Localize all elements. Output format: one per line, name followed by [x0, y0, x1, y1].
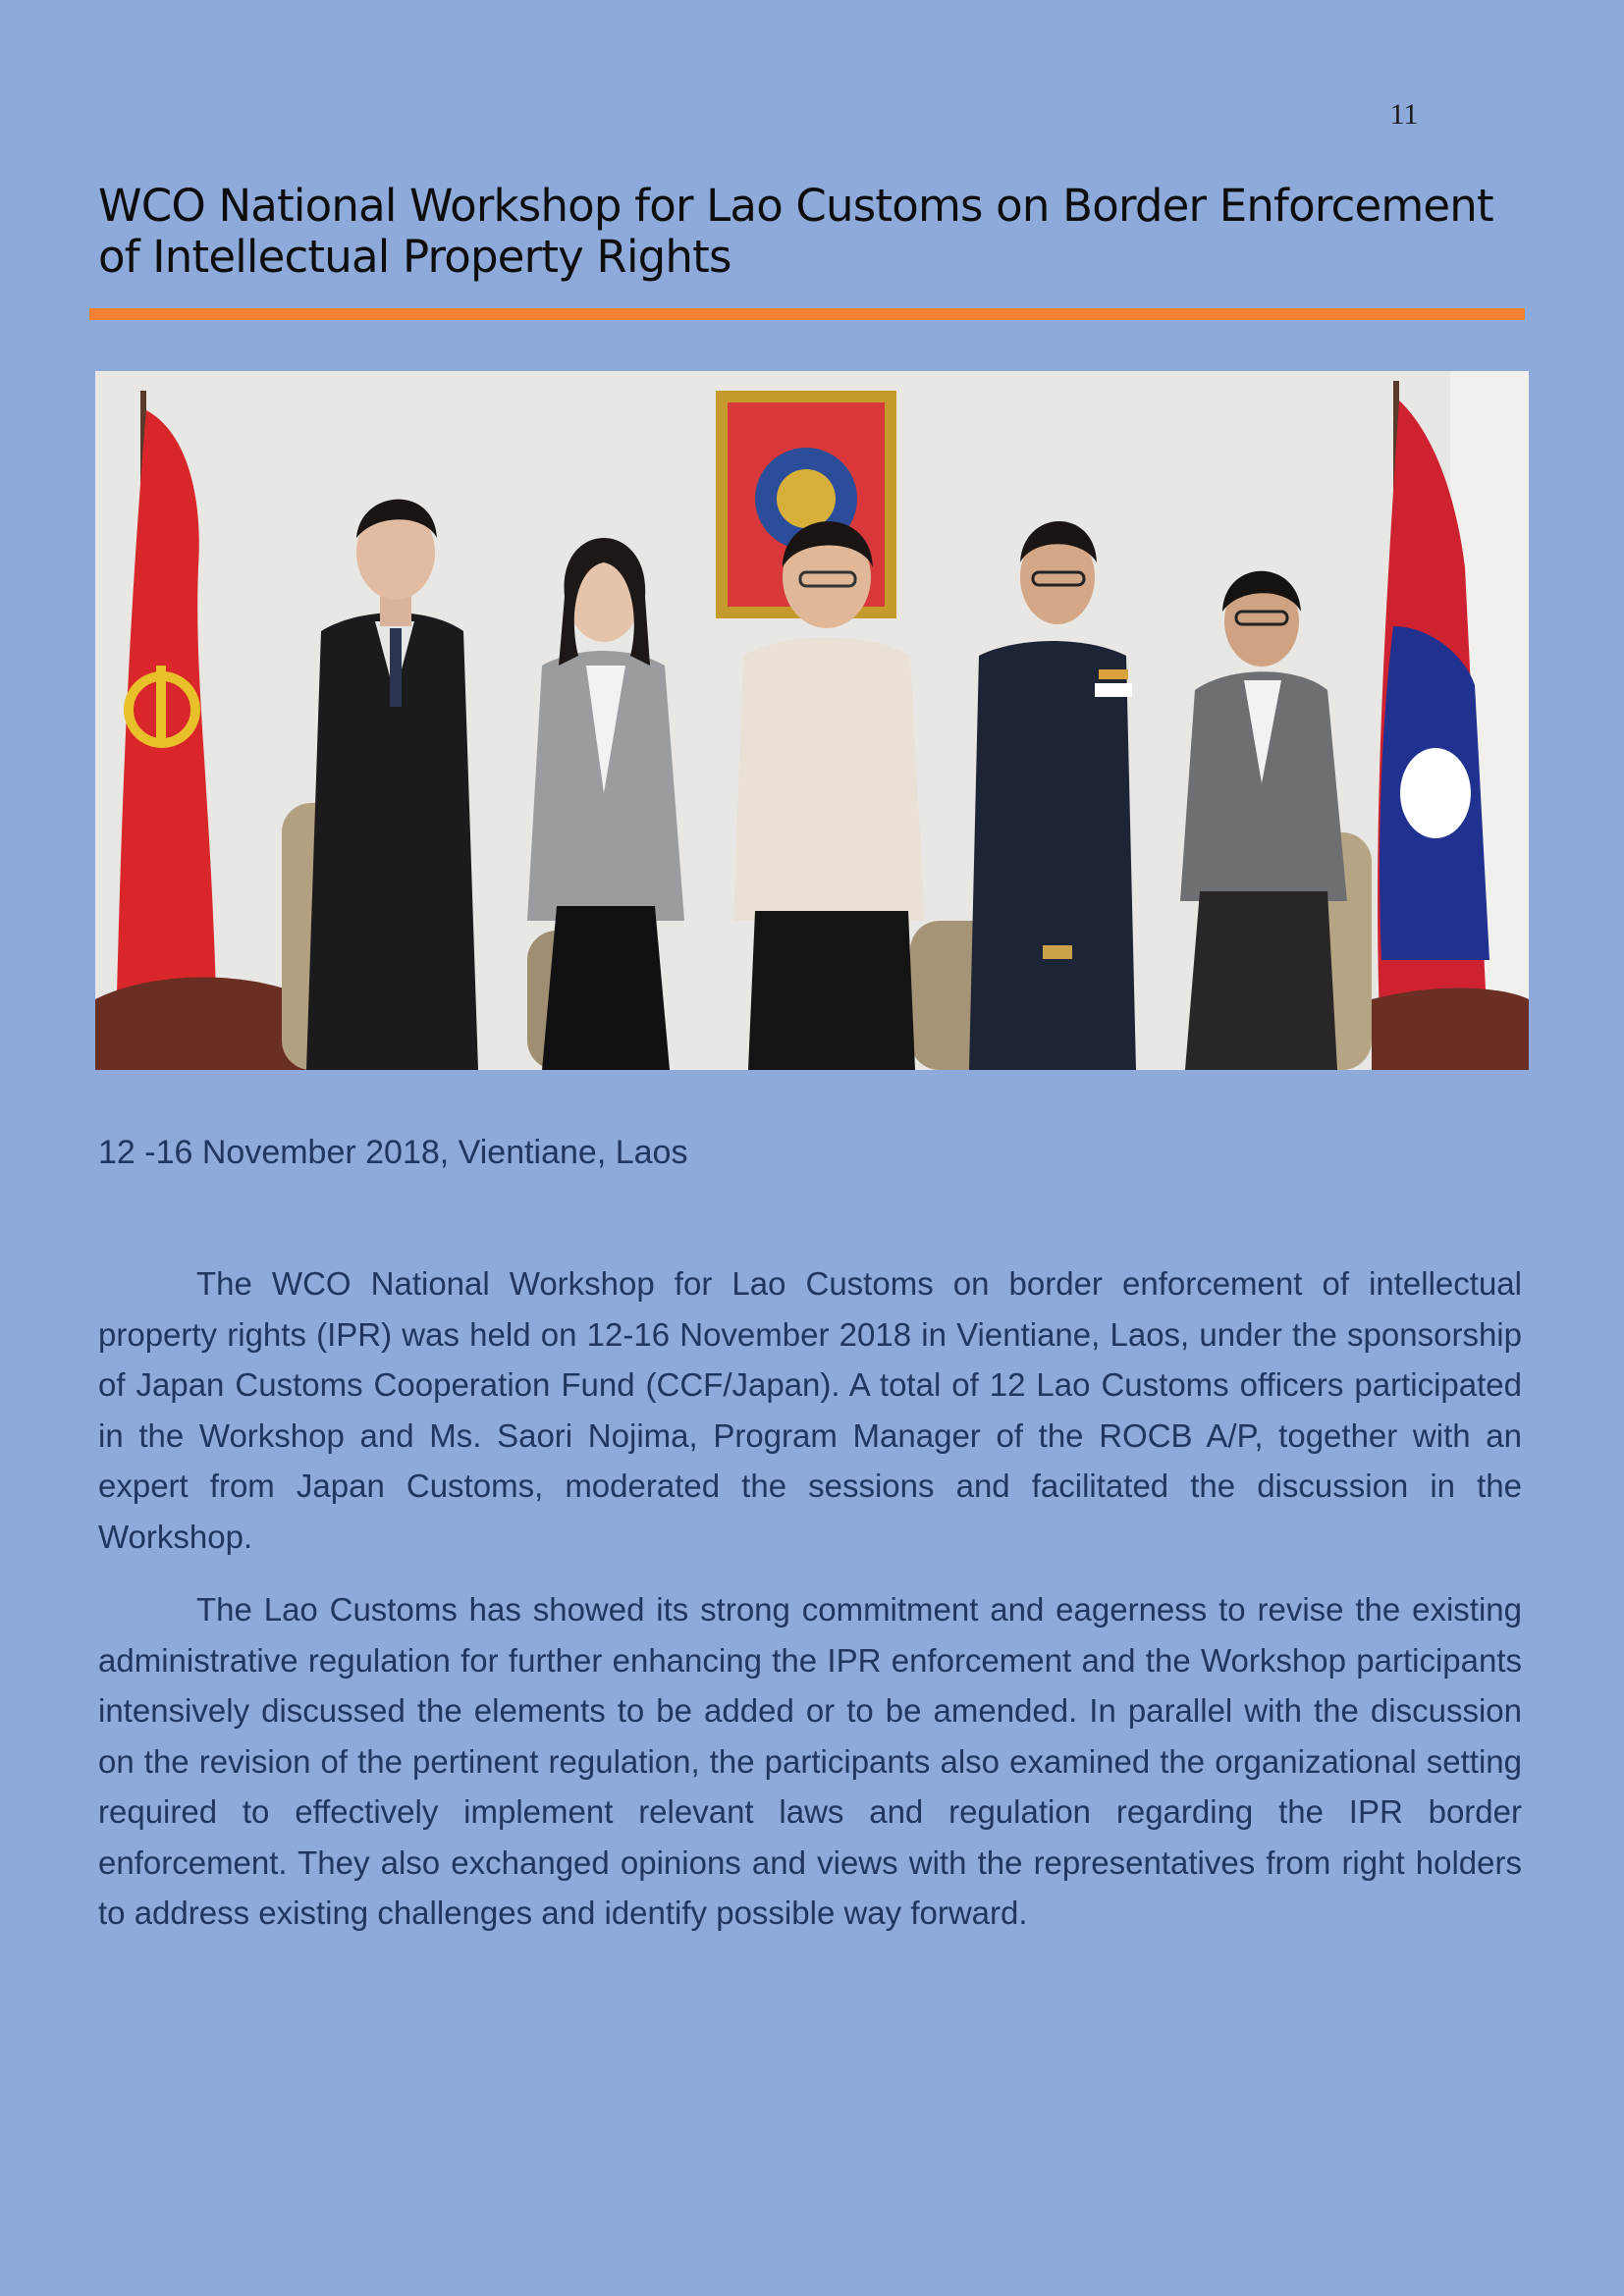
date-location: 12 -16 November 2018, Vientiane, Laos — [98, 1134, 688, 1171]
article-body — [98, 1258, 1522, 1961]
title-divider — [89, 308, 1525, 320]
page-number: 11 — [1389, 98, 1419, 131]
page-title: WCO National Workshop for Lao Customs on Border Enforcement of Intellectual Property Rights — [98, 180, 1493, 283]
paragraph-2: The Lao Customs has showed its strong commitment and eagerness to revise the existing administrative regulation for further enhancing the IPR enforcement and the Workshop participants intensively discussed the elements to be added or to be amended. In parallel with the discussion on the revision of the pertinent regulation, the participants also examined the organizational setting required to effectively implement relevant laws and regulation regarding the IPR border enforcement. They also exchanged opinions and views with the representatives from right holders to address existing challenges and identify possible way forward. — [98, 1591, 1522, 1931]
paragraph-1: The WCO National Workshop for Lao Customs on border enforcement of intellectual property rights (IPR) was held on 12-16 November 2018 in Vientiane, Laos, under the sponsorship of Japan Customs Cooperation Fund (CCF/Japan). A total of 12 Lao Customs officers participated in the Workshop and Ms. Saori Nojima, Program Manager of the ROCB A/P, together with an expert from Japan Customs, moderated the sessions and facilitated the discussion in the Workshop. — [98, 1265, 1522, 1555]
group-photo — [95, 371, 1529, 1070]
